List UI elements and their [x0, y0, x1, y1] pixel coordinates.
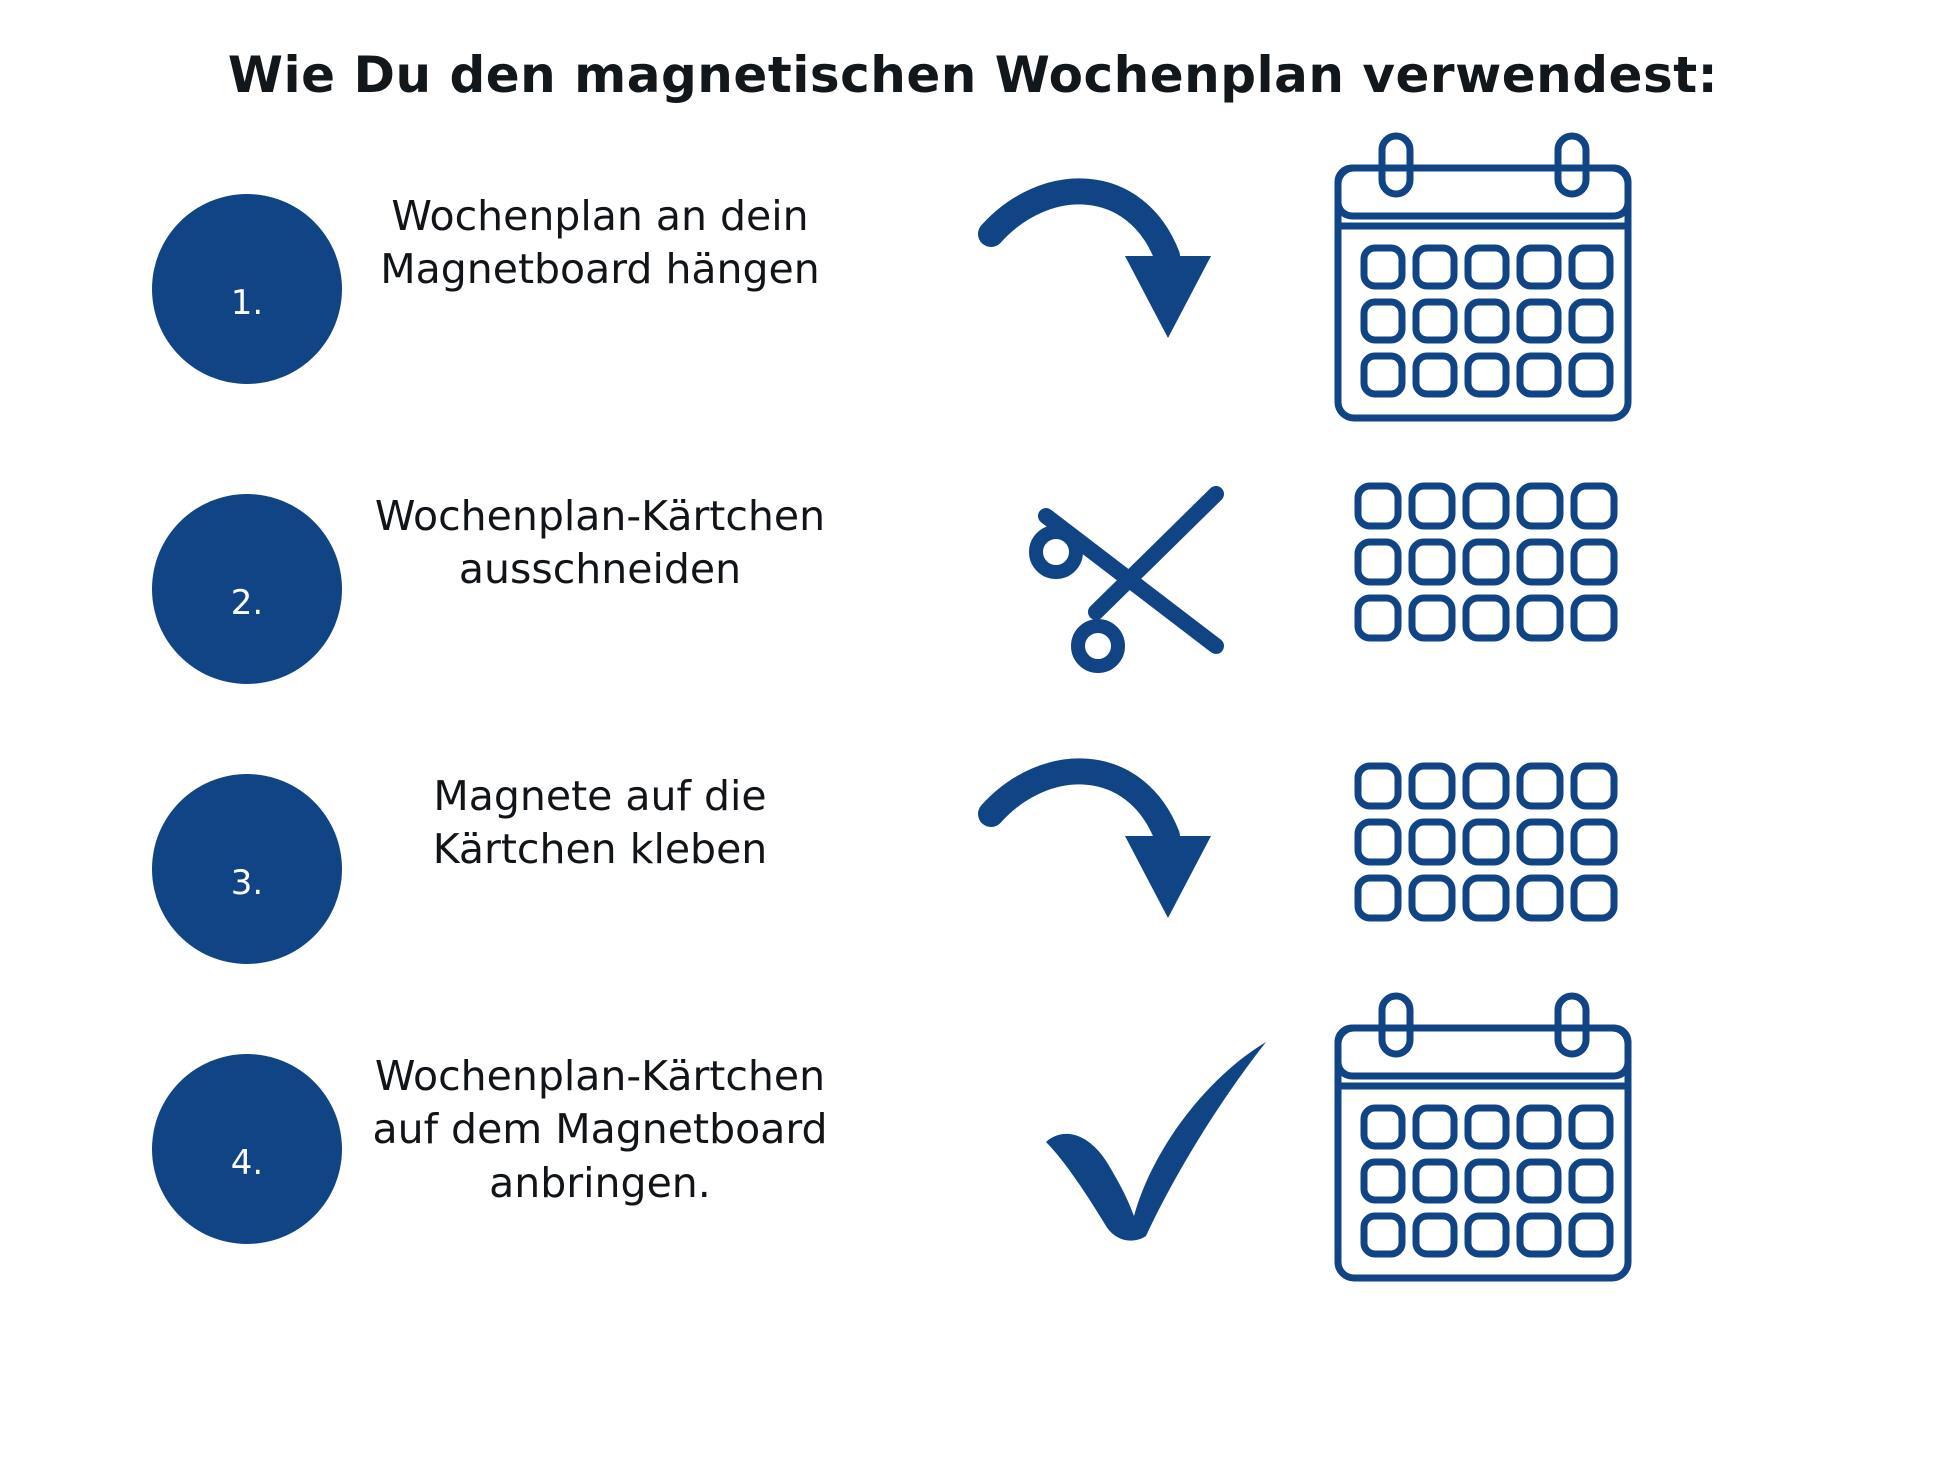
list-item — [0, 730, 1946, 1030]
step-description: Wochenplan-Kärtchen auf dem Magnetboard anbringen. — [372, 1052, 828, 1207]
list-item — [0, 450, 1946, 750]
card-grid-icon — [1350, 760, 1650, 960]
step-number-label: 1. — [230, 283, 264, 323]
scissors-icon — [1030, 460, 1260, 680]
list-item — [0, 1010, 1946, 1310]
steps-list — [0, 150, 1946, 1450]
curved-arrow-icon — [985, 750, 1265, 950]
step-description: Magnete auf die Kärtchen kleben — [432, 772, 768, 874]
step-number-label: 3. — [230, 863, 264, 903]
step-description: Wochenplan an dein Magnetboard hängen — [380, 192, 820, 294]
curved-arrow-icon — [985, 170, 1265, 370]
step-number-badge — [152, 774, 342, 964]
calendar-icon — [1320, 990, 1680, 1320]
calendar-icon — [1320, 130, 1680, 460]
list-item — [0, 150, 1946, 450]
page-title: Wie Du den magnetischen Wochenplan verwendest: — [227, 46, 1719, 104]
step-number-label: 2. — [230, 583, 264, 623]
card-grid-icon — [1350, 480, 1650, 680]
step-number-badge — [152, 494, 342, 684]
step-number-label: 4. — [230, 1143, 264, 1183]
checkmark-icon — [1030, 1030, 1280, 1250]
step-description: Wochenplan-Kärtchen ausschneiden — [374, 492, 826, 594]
step-number-badge — [152, 194, 342, 384]
step-number-badge — [152, 1054, 342, 1244]
